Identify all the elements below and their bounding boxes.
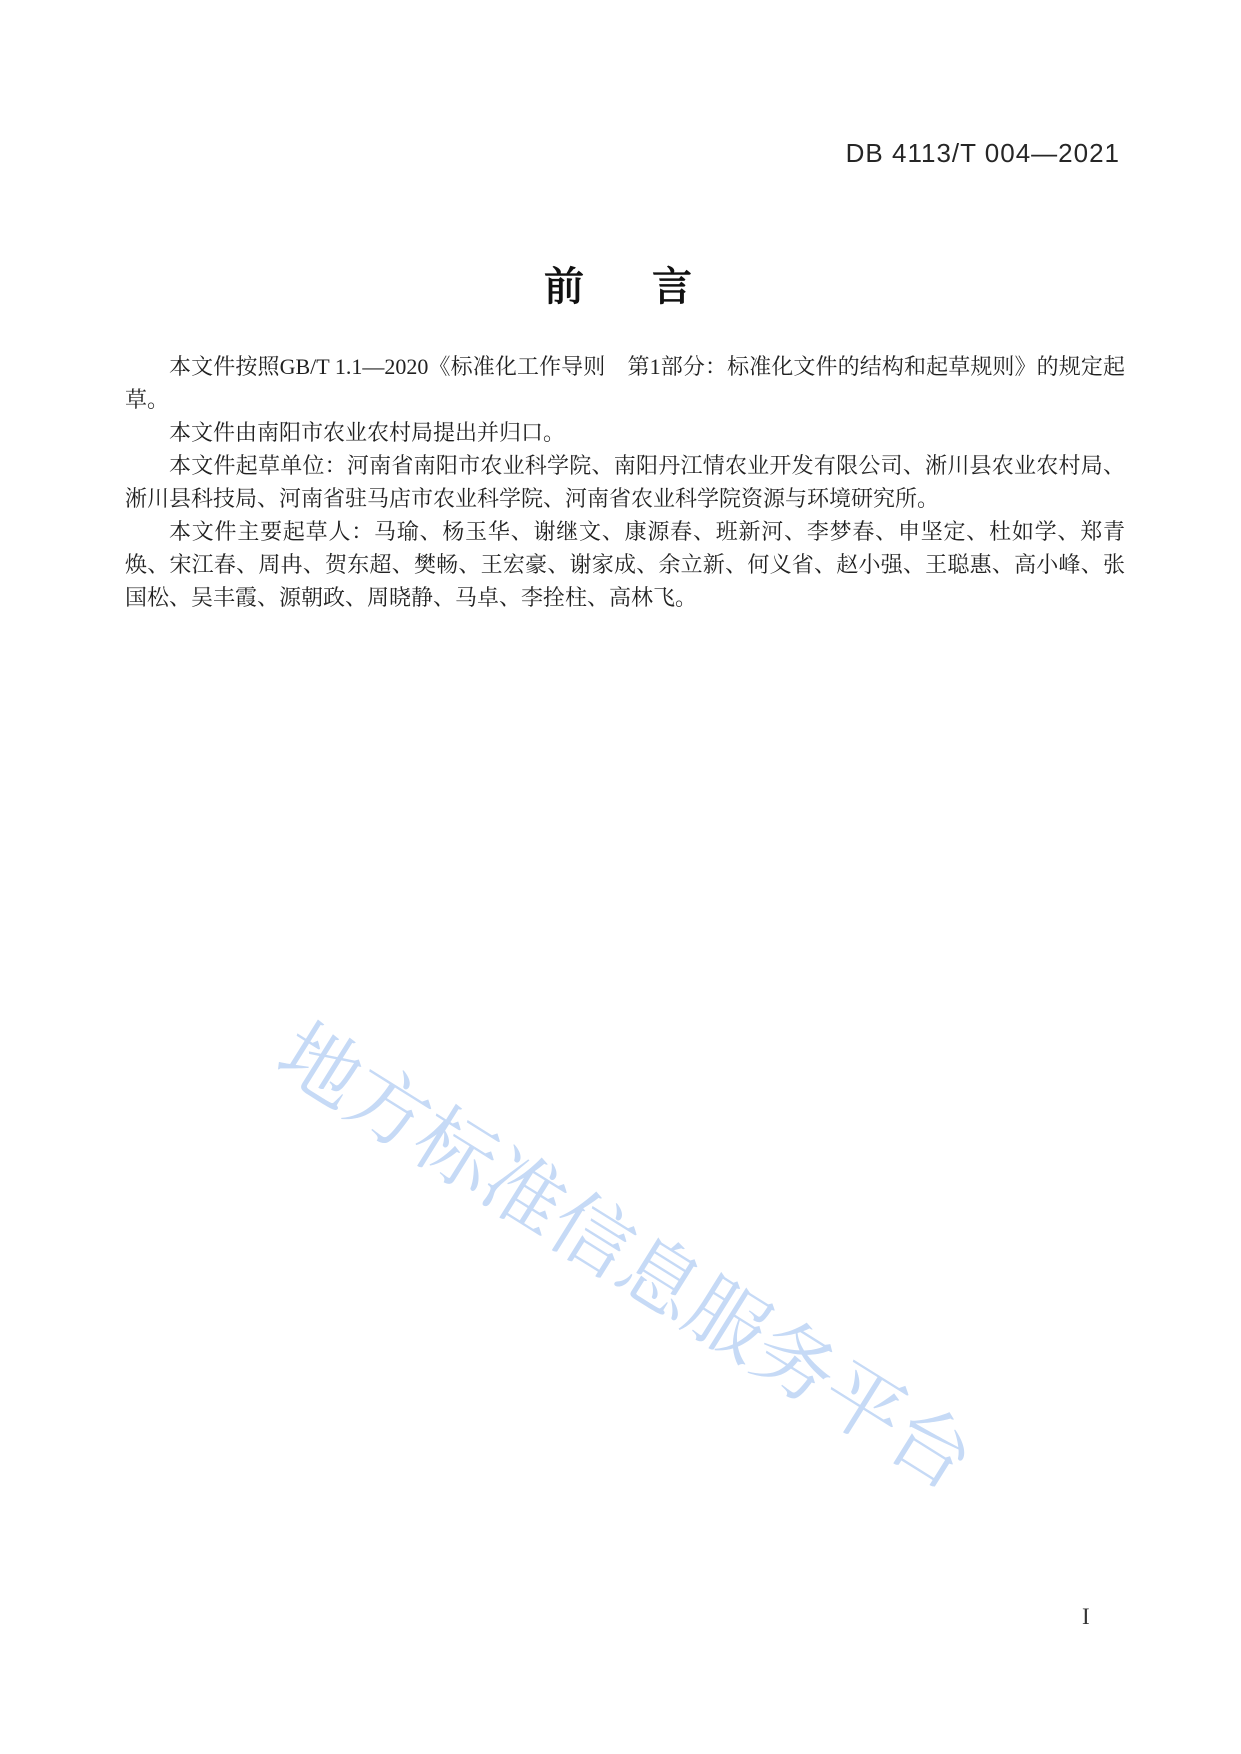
paragraph-drafting-units: 本文件起草单位：河南省南阳市农业科学院、南阳丹江情农业开发有限公司、淅川县农业农村局、淅川县科技局、河南省驻马店市农业科学院、河南省农业科学院资源与环境研究所。 <box>125 453 1125 511</box>
paragraph-proposing-org: 本文件由南阳市农业农村局提出并归口。 <box>169 420 566 445</box>
page-number: I <box>1082 1604 1090 1629</box>
watermark-text: 地方标准信息服务平台 <box>262 1008 988 1508</box>
standard-code: DB 4113/T 004—2021 <box>845 138 1120 168</box>
page-title: 前 言 <box>544 265 706 309</box>
paragraph-drafters: 本文件主要起草人：马瑜、杨玉华、谢继文、康源春、班新河、李梦春、申坚定、杜如学、郑青焕、宋江春、周冉、贺东超、樊畅、王宏豪、谢家成、余立新、何义省、赵小强、王聪惠、高小峰、张国松、吴丰霞、源朝政、周晓静、马卓、李拴柱、高林飞。 <box>125 519 1125 610</box>
paragraph-drafting-rules: 本文件按照GB/T 1.1—2020《标准化工作导则 第1部分：标准化文件的结构和起草规则》的规定起草。 <box>125 354 1125 412</box>
foreword-body <box>125 350 1125 614</box>
